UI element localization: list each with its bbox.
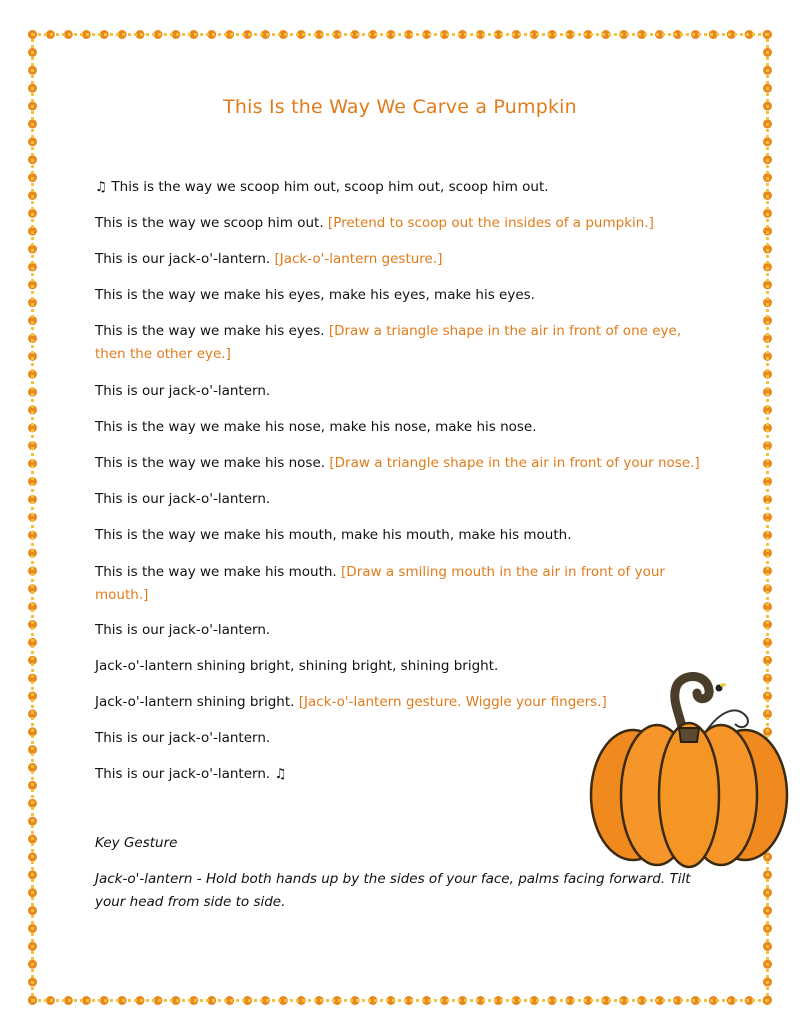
pumpkin-illustration bbox=[585, 660, 790, 870]
lyric-line-16: This is our jack-o'-lantern. ♫ bbox=[95, 766, 287, 782]
lyric-line-8: This is the way we make his nose. [Draw a triangle shape in the air in front of your nose.] bbox=[95, 455, 700, 471]
stage-direction: [Jack-o'-lantern gesture. Wiggle your fingers.] bbox=[298, 694, 607, 710]
lyric-line-14: Jack-o'-lantern shining bright. [Jack-o'-lantern gesture. Wiggle your fingers.] bbox=[95, 694, 607, 710]
lyric-line-4: This is the way we make his eyes, make his eyes, make his eyes. bbox=[95, 287, 535, 303]
key-gesture-text: Jack-o'-lantern - Hold both hands up by the sides of your face, palms facing forward. Tilt your head from side to side. bbox=[95, 871, 691, 910]
lyric-line-3: This is our jack-o'-lantern. [Jack-o'-lantern gesture.] bbox=[95, 251, 443, 267]
stage-direction: [Draw a triangle shape in the air in front of your nose.] bbox=[329, 455, 700, 471]
lyric-line-7: This is the way we make his nose, make his nose, make his nose. bbox=[95, 419, 537, 435]
lyric-line-6: This is our jack-o'-lantern. bbox=[95, 383, 271, 399]
page-title: This Is the Way We Carve a Pumpkin bbox=[223, 96, 577, 118]
lyric-line-9: This is our jack-o'-lantern. bbox=[95, 491, 271, 507]
lyric-line-13: Jack-o'-lantern shining bright, shining bright, shining bright. bbox=[95, 658, 499, 674]
lyric-line-11: This is the way we make his mouth. [Draw a smiling mouth in the air in front of your mouth.] bbox=[95, 564, 665, 603]
lyric-line-10: This is the way we make his mouth, make his mouth, make his mouth. bbox=[95, 527, 572, 543]
stage-direction: [Draw a smiling mouth in the air in front of your mouth.] bbox=[95, 564, 665, 603]
lyric-line-12: This is our jack-o'-lantern. bbox=[95, 622, 271, 638]
key-gesture-heading: Key Gesture bbox=[95, 835, 178, 851]
stage-direction: [Draw a triangle shape in the air in front of one eye, then the other eye.] bbox=[95, 323, 682, 362]
lyric-line-5: This is the way we make his eyes. [Draw a triangle shape in the air in front of one eye, then the other eye.] bbox=[95, 323, 682, 362]
lyric-line-15: This is our jack-o'-lantern. bbox=[95, 730, 271, 746]
stage-direction: [Pretend to scoop out the insides of a pumpkin.] bbox=[327, 215, 654, 231]
lyric-line-2: This is the way we scoop him out. [Pretend to scoop out the insides of a pumpkin.] bbox=[95, 215, 654, 231]
stage-direction: [Jack-o'-lantern gesture.] bbox=[274, 251, 443, 267]
lyric-line-1: ♫ This is the way we scoop him out, scoop him out, scoop him out. bbox=[95, 179, 549, 195]
